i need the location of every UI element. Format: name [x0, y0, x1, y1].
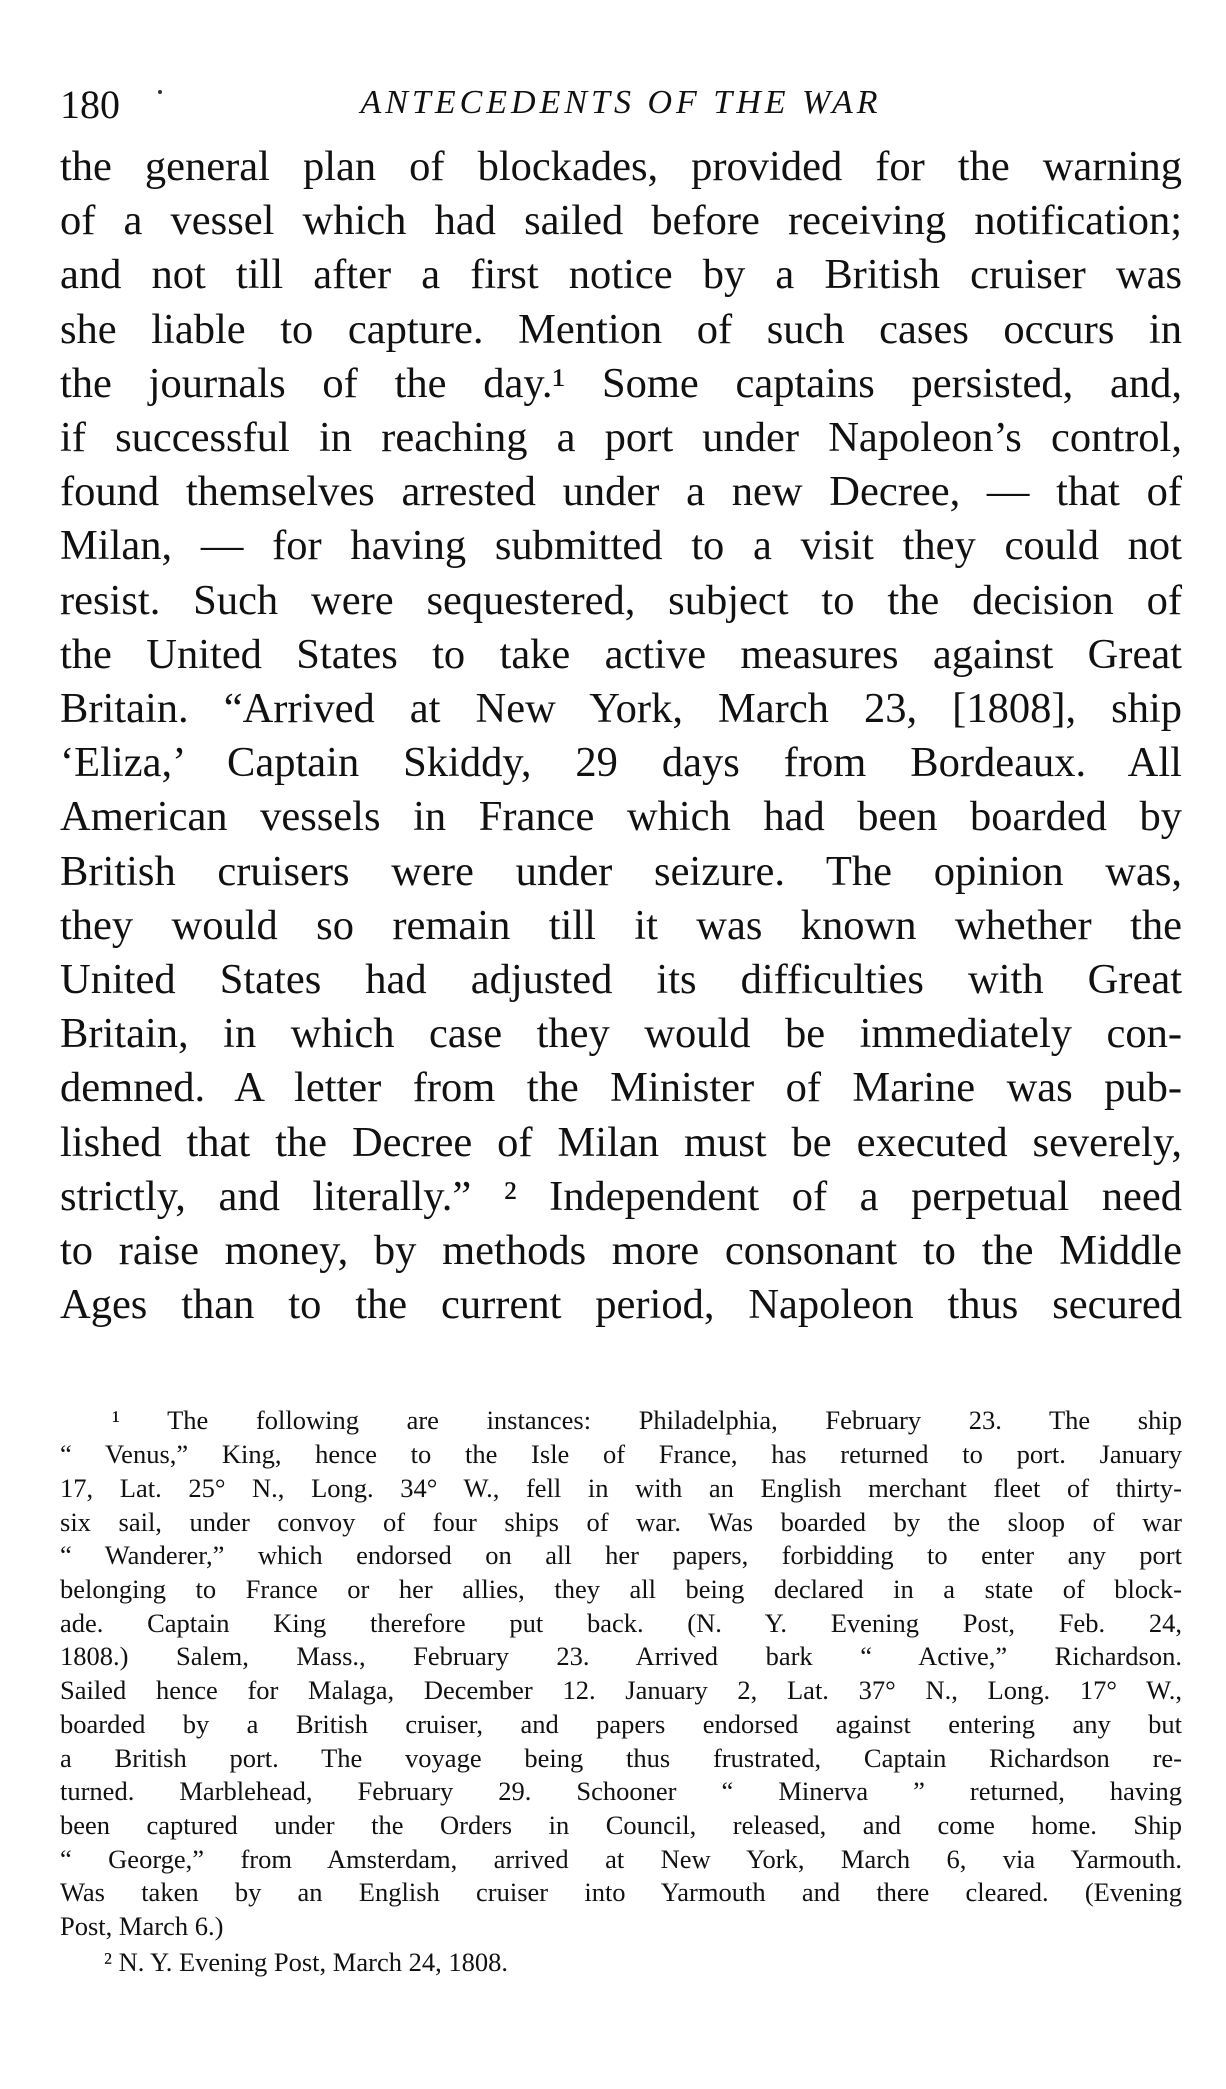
- body-line: lished that the Decree of Milan must be executed severely,: [60, 1118, 1182, 1166]
- footnote-line: a British port. The voyage being thus frustrated, Captain Richardson re-: [60, 1742, 1182, 1773]
- footnote-line: ade. Captain King therefore put back. (N. Y. Evening Post, Feb. 24,: [60, 1607, 1182, 1638]
- body-line: Ages than to the current period, Napoleon thus secured: [60, 1281, 1182, 1329]
- body-line: ‘Eliza,’ Captain Skiddy, 29 days from Bordeaux. All: [60, 739, 1182, 787]
- footnote-line: Post, March 6.): [60, 1911, 224, 1942]
- footnote-line: “ George,” from Amsterdam, arrived at New York, March 6, via Yarmouth.: [60, 1843, 1182, 1874]
- footnote-2: ² N. Y. Evening Post, March 24, 1808.: [104, 1946, 508, 1977]
- body-line: demned. A letter from the Minister of Marine was pub-: [60, 1064, 1182, 1112]
- body-line: Britain. “Arrived at New York, March 23, [1808], ship: [60, 685, 1182, 733]
- footnote-line: ¹ The following are instances: Philadelphia, February 23. The ship: [112, 1405, 1182, 1436]
- footnote-line: Sailed hence for Malaga, December 12. January 2, Lat. 37° N., Long. 17° W.,: [60, 1675, 1182, 1706]
- book-page: [60, 70, 1182, 1979]
- body-line: American vessels in France which had been boarded by: [60, 793, 1182, 841]
- footnote-line: 1808.) Salem, Mass., February 23. Arrived bark “ Active,” Richardson.: [60, 1641, 1182, 1672]
- body-line: they would so remain till it was known whether the: [60, 901, 1182, 949]
- body-line: United States had adjusted its difficulties with Great: [60, 956, 1182, 1004]
- footnote-line: Was taken by an English cruiser into Yarmouth and there cleared. (Evening: [60, 1877, 1182, 1908]
- footnote-line: six sail, under convoy of four ships of war. Was boarded by the sloop of war: [60, 1506, 1182, 1537]
- body-line: Milan, — for having submitted to a visit they could not: [60, 522, 1182, 570]
- body-line: the journals of the day.¹ Some captains persisted, and,: [60, 359, 1182, 407]
- footnote-line: 17, Lat. 25° N., Long. 34° W., fell in with an English merchant fleet of thirty-: [60, 1472, 1182, 1503]
- footnote-line: turned. Marblehead, February 29. Schooner “ Minerva ” returned, having: [60, 1776, 1182, 1807]
- body-line: resist. Such were sequestered, subject to the decision of: [60, 576, 1182, 624]
- body-paragraph: [60, 140, 1182, 1332]
- body-line: the general plan of blockades, provided for the warning: [60, 143, 1182, 190]
- page-header: [60, 70, 1182, 140]
- footnote-line: been captured under the Orders in Council, released, and come home. Ship: [60, 1809, 1182, 1840]
- footnote-line: “ Wanderer,” which endorsed on all her papers, forbidding to enter any port: [60, 1540, 1182, 1571]
- body-line: to raise money, by methods more consonant to the Middle: [60, 1227, 1182, 1275]
- body-line: the United States to take active measures against Great: [60, 630, 1182, 678]
- footnote-line: belonging to France or her allies, they all being declared in a state of block-: [60, 1573, 1182, 1604]
- footnote-line: boarded by a British cruiser, and papers endorsed against entering any but: [60, 1708, 1182, 1739]
- footnotes: [60, 1404, 1182, 1979]
- body-line: she liable to capture. Mention of such cases occurs in: [60, 305, 1182, 353]
- body-line: Britain, in which case they would be immediately con-: [60, 1010, 1182, 1058]
- footnote-line: “ Venus,” King, hence to the Isle of France, has returned to port. January: [60, 1439, 1182, 1470]
- page-number: 180: [60, 82, 120, 127]
- body-line: British cruisers were under seizure. The opinion was,: [60, 847, 1182, 895]
- body-line: found themselves arrested under a new Decree, — that of: [60, 468, 1182, 516]
- running-title: ANTECEDENTS OF THE WAR: [360, 84, 882, 121]
- body-line: strictly, and literally.” ² Independent of a perpetual need: [60, 1172, 1182, 1220]
- body-line: and not till after a first notice by a British cruiser was: [60, 251, 1182, 299]
- body-line: if successful in reaching a port under Napoleon’s control,: [60, 414, 1182, 462]
- footnote-1: [60, 1404, 1182, 1943]
- body-line: of a vessel which had sailed before receiving notification;: [60, 197, 1182, 245]
